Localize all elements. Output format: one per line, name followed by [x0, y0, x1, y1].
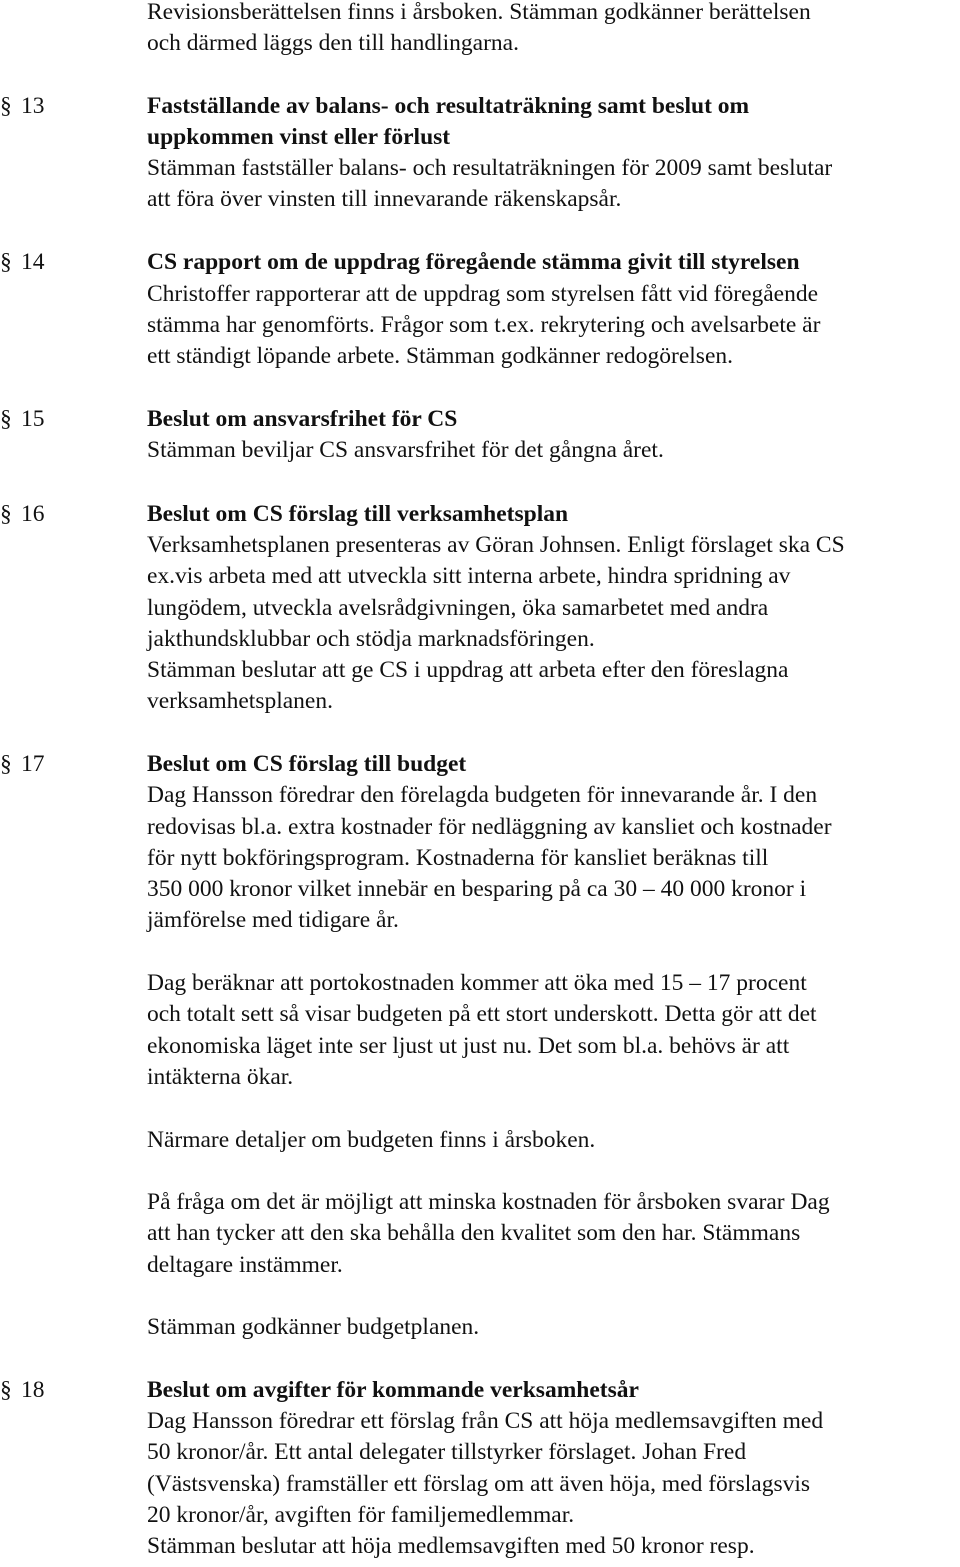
section-text: Dag Hansson föredrar ett förslag från CS att höja medlemsavgiften med — [147, 1408, 824, 1434]
section-number: 13 — [21, 93, 45, 119]
section-heading: Beslut om CS förslag till verksamhetsplan — [147, 501, 569, 527]
section-text: ett ständigt löpande arbete. Stämman godkänner redogörelsen. — [147, 343, 734, 369]
section-text: att han tycker att den ska behålla den kvalitet som den har. Stämmans — [147, 1220, 801, 1246]
section-symbol: § — [0, 1377, 12, 1403]
section-text: ekonomiska läget inte ser ljust ut just nu. Det som bl.a. behövs är att — [147, 1033, 790, 1059]
section-number: 15 — [21, 406, 45, 432]
section-number: 16 — [21, 501, 45, 527]
section-text: deltagare instämmer. — [147, 1252, 343, 1278]
section-text: intäkterna ökar. — [147, 1064, 294, 1090]
section-symbol: § — [0, 406, 12, 432]
section-text: för nytt bokföringsprogram. Kostnaderna för kansliet beräknas till — [147, 845, 769, 871]
section-heading: Fastställande av balans- och resultaträkning samt beslut om — [147, 93, 750, 119]
section-text: På fråga om det är möjligt att minska kostnaden för årsboken svarar Dag — [147, 1189, 830, 1215]
section-symbol: § — [0, 751, 12, 777]
section-text: lungödem, utveckla avelsrådgivningen, öka samarbetet med andra — [147, 595, 769, 621]
section-text: Stämman godkänner budgetplanen. — [147, 1314, 480, 1340]
section-heading: CS rapport om de uppdrag föregående stämma givit till styrelsen — [147, 249, 800, 275]
intro-line: och därmed läggs den till handlingarna. — [147, 30, 519, 56]
section-heading: Beslut om avgifter för kommande verksamhetsår — [147, 1377, 639, 1403]
section-text: och totalt sett så visar budgeten på ett stort underskott. Detta gör att det — [147, 1001, 817, 1027]
section-text: Dag beräknar att portokostnaden kommer att öka med 15 – 17 procent — [147, 970, 807, 996]
section-heading: uppkommen vinst eller förlust — [147, 124, 451, 150]
section-number: 18 — [21, 1377, 45, 1403]
section-number: 17 — [21, 751, 45, 777]
section-heading: Beslut om CS förslag till budget — [147, 751, 467, 777]
section-text: 20 kronor/år, avgiften för familjemedlemmar. — [147, 1502, 575, 1528]
section-text: Stämman beslutar att höja medlemsavgiften med 50 kronor resp. — [147, 1533, 755, 1559]
section-number: 14 — [21, 249, 45, 275]
section-text: redovisas bl.a. extra kostnader för nedläggning av kansliet och kostnader — [147, 814, 832, 840]
section-text: jämförelse med tidigare år. — [147, 907, 399, 933]
section-text: stämma har genomförts. Frågor som t.ex. rekrytering och avelsarbete är — [147, 312, 821, 338]
section-text: jakthundsklubbar och stödja marknadsföringen. — [147, 626, 595, 652]
section-text: 50 kronor/år. Ett antal delegater tillstyrker förslaget. Johan Fred — [147, 1439, 747, 1465]
section-symbol: § — [0, 501, 12, 527]
section-text: Christoffer rapporterar att de uppdrag som styrelsen fått vid föregående — [147, 281, 819, 307]
section-text: verksamhetsplanen. — [147, 688, 333, 714]
intro-line: Revisionsberättelsen finns i årsboken. Stämman godkänner berättelsen — [147, 0, 811, 25]
section-heading: Beslut om ansvarsfrihet för CS — [147, 406, 458, 432]
section-text: Verksamhetsplanen presenteras av Göran Johnsen. Enligt förslaget ska CS — [147, 532, 845, 558]
section-text: 350 000 kronor vilket innebär en besparing på ca 30 – 40 000 kronor i — [147, 876, 807, 902]
section-text: att föra över vinsten till innevarande räkenskapsår. — [147, 186, 622, 212]
section-text: Stämman beslutar att ge CS i uppdrag att arbeta efter den föreslagna — [147, 657, 789, 683]
section-symbol: § — [0, 93, 12, 119]
section-text: Dag Hansson föredrar den förelagda budgeten för innevarande år. I den — [147, 782, 818, 808]
section-text: Stämman beviljar CS ansvarsfrihet för det gångna året. — [147, 437, 664, 463]
section-text: ex.vis arbeta med att utveckla sitt interna arbete, hindra spridning av — [147, 563, 791, 589]
section-symbol: § — [0, 249, 12, 275]
section-text: (Västsvenska) framställer ett förslag om att även höja, med förslagsvis — [147, 1471, 811, 1497]
section-text: Närmare detaljer om budgeten finns i årsboken. — [147, 1127, 596, 1153]
section-text: Stämman fastställer balans- och resultaträkningen för 2009 samt beslutar — [147, 155, 833, 181]
